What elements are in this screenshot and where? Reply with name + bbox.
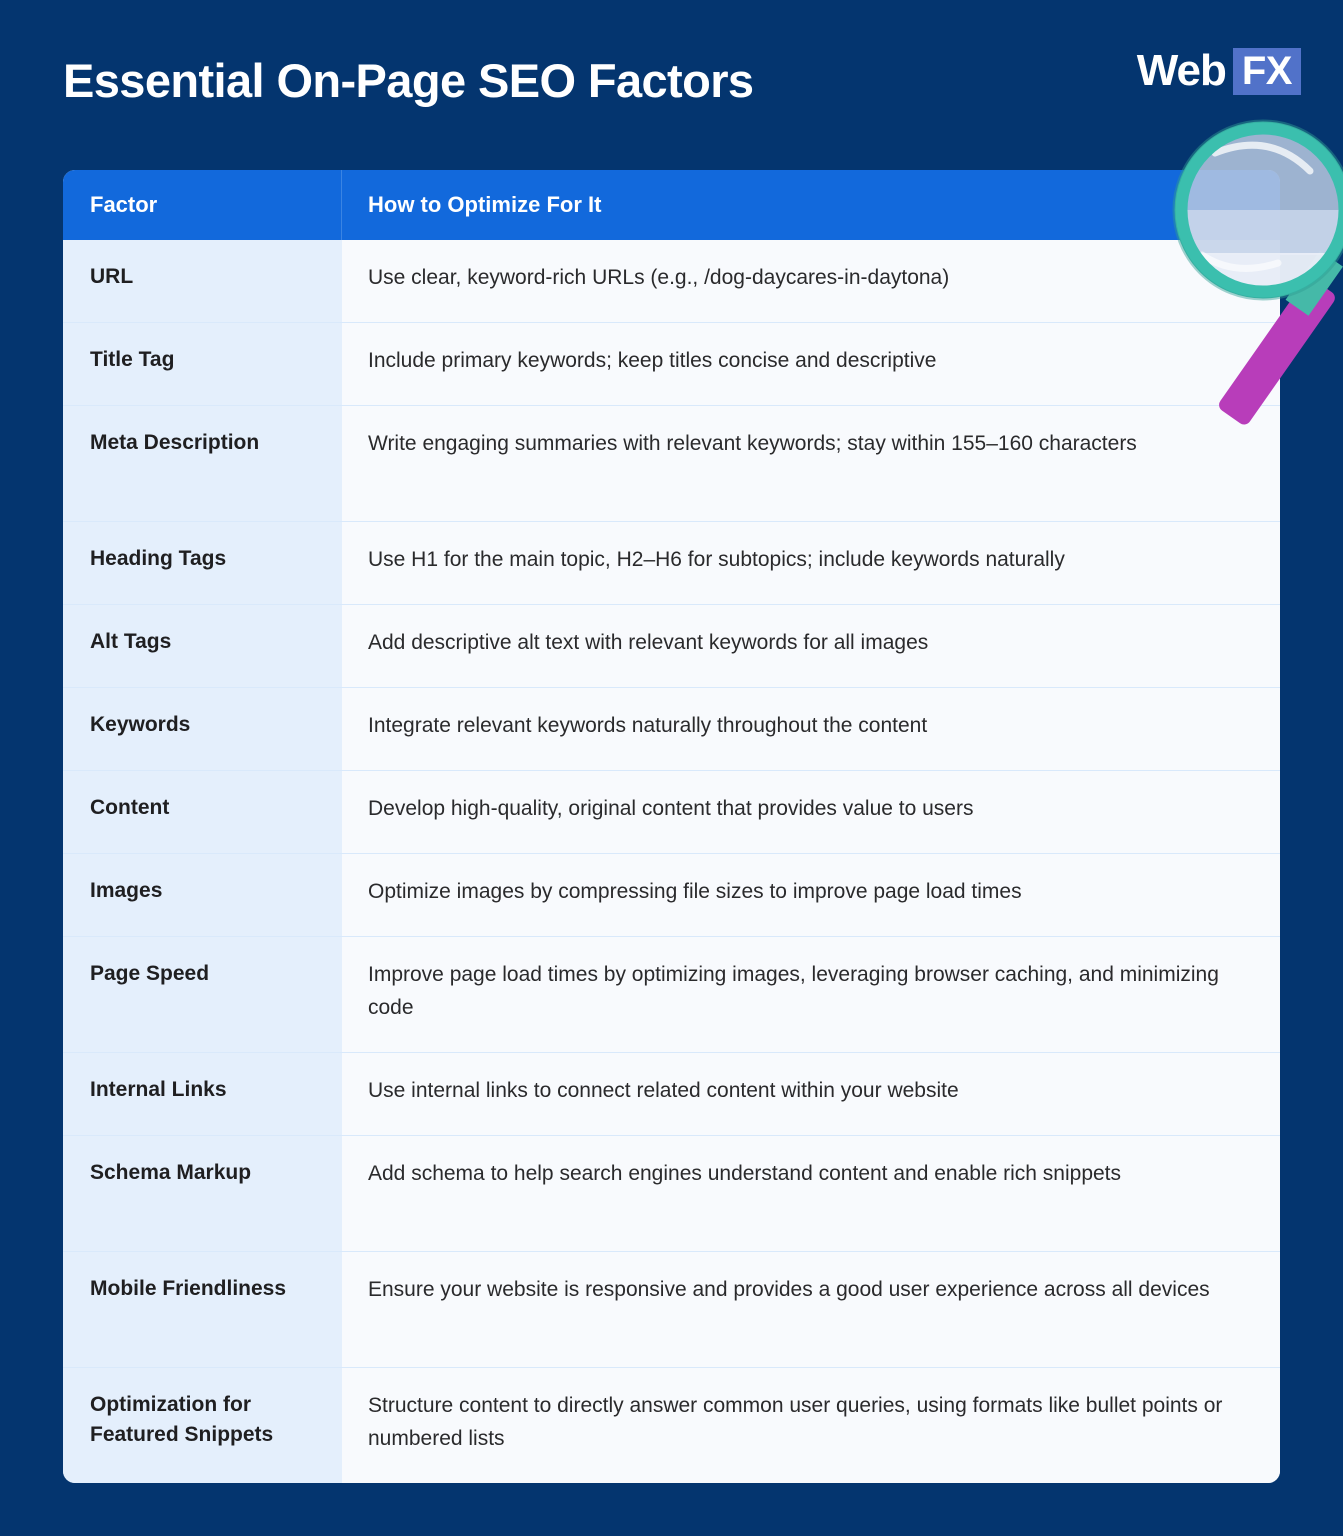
cell-how-to-optimize: Ensure your website is responsive and provides a good user experience across all devices bbox=[342, 1252, 1280, 1367]
table-row bbox=[63, 1052, 1280, 1135]
cell-how-to-optimize: Optimize images by compressing file sizes to improve page load times bbox=[342, 854, 1280, 936]
table-row bbox=[63, 240, 1280, 322]
cell-factor: URL bbox=[63, 240, 342, 322]
table-header-row bbox=[63, 170, 1280, 240]
table-row bbox=[63, 936, 1280, 1052]
cell-how-to-optimize: Use internal links to connect related content within your website bbox=[342, 1053, 1280, 1135]
cell-factor: Internal Links bbox=[63, 1053, 342, 1135]
cell-factor: Heading Tags bbox=[63, 522, 342, 604]
cell-factor: Keywords bbox=[63, 688, 342, 770]
page-title: Essential On-Page SEO Factors bbox=[63, 54, 754, 107]
logo-accent-box bbox=[1233, 48, 1301, 95]
table-row bbox=[63, 853, 1280, 936]
cell-how-to-optimize: Use clear, keyword-rich URLs (e.g., /dog-daycares-in-daytona) bbox=[342, 240, 1280, 322]
webfx-logo bbox=[1137, 45, 1301, 97]
cell-factor: Mobile Friendliness bbox=[63, 1252, 342, 1367]
cell-how-to-optimize: Write engaging summaries with relevant keywords; stay within 155–160 characters bbox=[342, 406, 1280, 521]
cell-factor: Page Speed bbox=[63, 937, 342, 1052]
cell-factor: Meta Description bbox=[63, 406, 342, 521]
table-row bbox=[63, 405, 1280, 521]
cell-how-to-optimize: Integrate relevant keywords naturally throughout the content bbox=[342, 688, 1280, 770]
header bbox=[0, 0, 1343, 170]
cell-how-to-optimize: Develop high-quality, original content that provides value to users bbox=[342, 771, 1280, 853]
cell-factor: Optimization for Featured Snippets bbox=[63, 1368, 342, 1483]
table-row bbox=[63, 322, 1280, 405]
cell-factor: Alt Tags bbox=[63, 605, 342, 687]
table-row bbox=[63, 687, 1280, 770]
cell-how-to-optimize: Improve page load times by optimizing images, leveraging browser caching, and minimizing code bbox=[342, 937, 1280, 1052]
logo-primary-text: Web bbox=[1136, 46, 1226, 95]
table-row bbox=[63, 604, 1280, 687]
cell-factor: Images bbox=[63, 854, 342, 936]
table-row bbox=[63, 521, 1280, 604]
cell-how-to-optimize: Add descriptive alt text with relevant keywords for all images bbox=[342, 605, 1280, 687]
column-header-how-to-optimize: How to Optimize For It bbox=[368, 192, 602, 217]
cell-how-to-optimize: Structure content to directly answer common user queries, using formats like bullet points or numbered lists bbox=[342, 1368, 1280, 1483]
cell-factor: Content bbox=[63, 771, 342, 853]
cell-how-to-optimize: Add schema to help search engines understand content and enable rich snippets bbox=[342, 1136, 1280, 1251]
table-row bbox=[63, 770, 1280, 853]
logo-accent-text: FX bbox=[1241, 48, 1292, 93]
table-body bbox=[63, 240, 1280, 1483]
cell-how-to-optimize: Use H1 for the main topic, H2–H6 for subtopics; include keywords naturally bbox=[342, 522, 1280, 604]
cell-factor: Schema Markup bbox=[63, 1136, 342, 1251]
table-row bbox=[63, 1135, 1280, 1251]
cell-how-to-optimize: Include primary keywords; keep titles concise and descriptive bbox=[342, 323, 1280, 405]
column-header-factor: Factor bbox=[63, 170, 342, 240]
table-row bbox=[63, 1367, 1280, 1483]
seo-factors-table bbox=[63, 170, 1280, 1483]
cell-factor: Title Tag bbox=[63, 323, 342, 405]
table-row bbox=[63, 1251, 1280, 1367]
